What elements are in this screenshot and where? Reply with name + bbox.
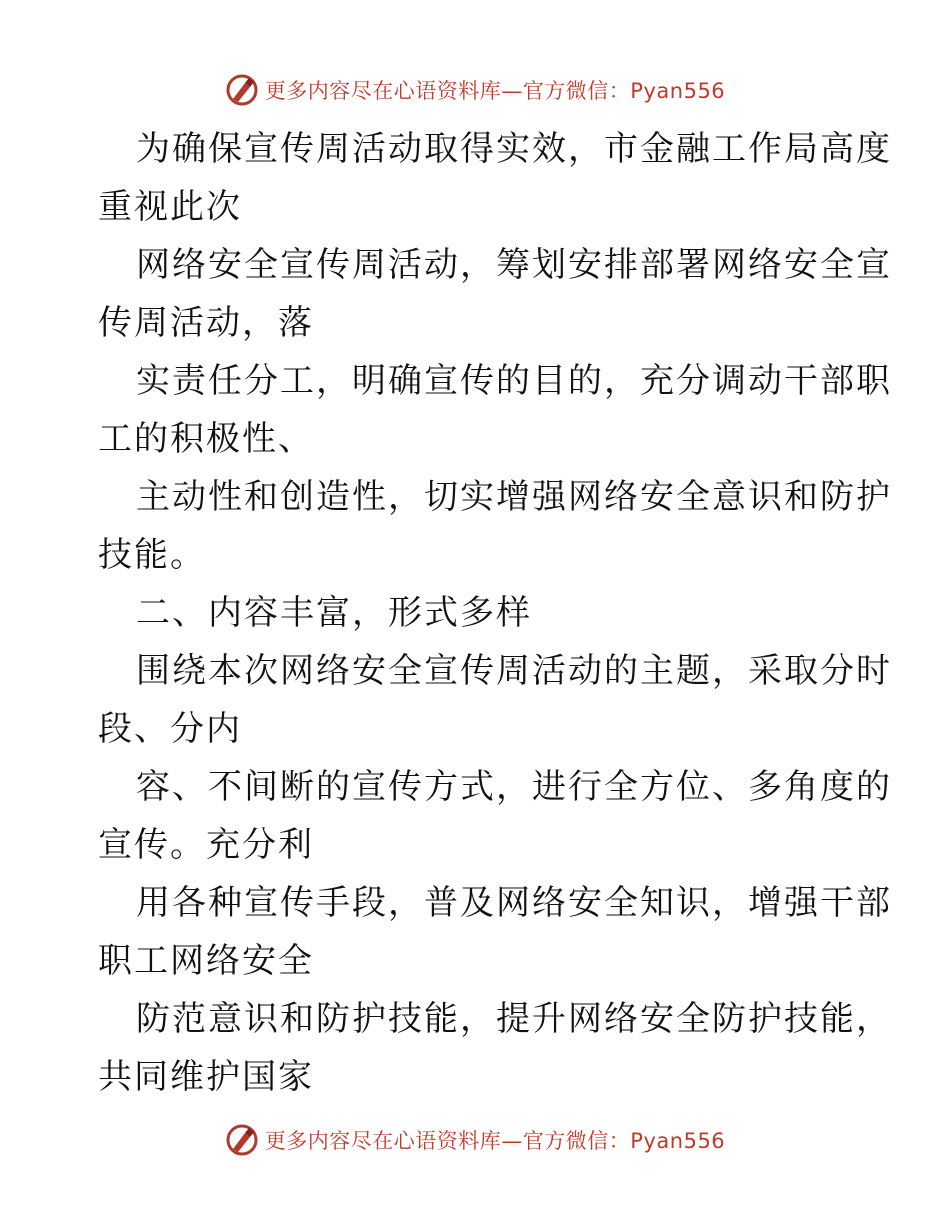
banner-text: [265, 75, 725, 105]
body-line: 工的积极性、: [98, 419, 314, 459]
banner-main-text: 更多内容尽在心语资料库: [264, 1129, 502, 1153]
header-banner: [0, 70, 950, 110]
banner-tail-text: —官方微信：Pyan556: [501, 1129, 726, 1153]
body-line: 段、分内: [98, 709, 242, 749]
pen-nib-circle-icon: [225, 73, 259, 107]
body-line: 实责任分工，明确宣传的目的，充分调动干部职: [136, 361, 892, 401]
pen-nib-circle-icon: [225, 1123, 259, 1157]
banner-tail-text: —官方微信：Pyan556: [501, 79, 726, 103]
body-line: 网络安全宣传周活动，筹划安排部署网络安全宣: [136, 245, 892, 285]
body-line: 共同维护国家: [98, 1057, 314, 1097]
banner-main-text: 更多内容尽在心语资料库: [264, 79, 502, 103]
body-line: 防范意识和防护技能，提升网络安全防护技能，: [136, 999, 892, 1039]
document-body: [98, 120, 892, 1106]
body-line: 为确保宣传周活动取得实效，市金融工作局高度: [136, 129, 892, 169]
body-line: 职工网络安全: [98, 941, 314, 981]
body-line: 围绕本次网络安全宣传周活动的主题，采取分时: [136, 651, 892, 691]
body-line: 主动性和创造性，切实增强网络安全意识和防护: [136, 477, 892, 517]
body-line: 用各种宣传手段，普及网络安全知识，增强干部: [136, 883, 892, 923]
banner-text: [265, 1125, 725, 1155]
body-line: 技能。: [98, 535, 206, 575]
body-line: 容、不间断的宣传方式，进行全方位、多角度的: [136, 767, 892, 807]
footer-banner: [0, 1120, 950, 1160]
body-line: 宣传。充分利: [98, 825, 314, 865]
body-line: 重视此次: [98, 187, 242, 227]
section-heading: 二、内容丰富，形式多样: [136, 593, 532, 633]
body-line: 传周活动，落: [98, 303, 314, 343]
